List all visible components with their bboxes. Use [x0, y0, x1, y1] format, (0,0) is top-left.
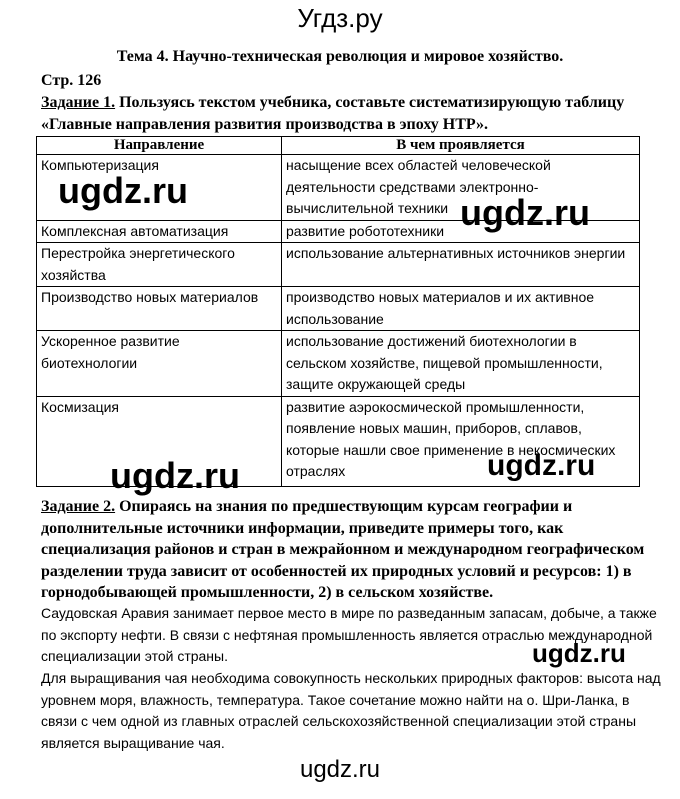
- column-header-direction: Направление: [37, 137, 282, 155]
- topic-title: Тема 4. Научно-техническая революция и мировое хозяйство.: [116, 48, 564, 65]
- cell-direction: Ускоренное развитие биотехнологии: [37, 331, 282, 397]
- watermark: ugdz.ru: [460, 192, 590, 233]
- footer-watermark: ugdz.ru: [299, 756, 381, 783]
- cell-manifestation: использование альтернативных источников энергии: [282, 243, 640, 287]
- answer-paragraph-1: Саудовская Аравия занимает первое место в мире по разведанным запасам, добыче, а также по экспорту нефти. В связи с нефтяная промышленность является отраслью международной специализации этой страны.: [41, 605, 657, 664]
- watermark: ugdz.ru: [532, 638, 626, 668]
- table-row: [37, 243, 640, 287]
- cell-direction: Комплексная автоматизация: [37, 220, 282, 243]
- watermark: ugdz.ru: [110, 455, 240, 496]
- task-2-label: Задание 2.: [41, 498, 116, 515]
- answer-paragraph-2: Для выращивания чая необходима совокупность нескольких природных факторов: высота над уровнем моря, влажность, температура. Такое сочетание можно найти на о. Шри-Ланка, в связи с чем одной из главных отраслей сельскохозяйственной специализации этой страны является выращивание чая.: [41, 670, 661, 751]
- column-header-manifestation: В чем проявляется: [282, 137, 640, 155]
- table-header-row: [37, 137, 640, 155]
- cell-manifestation: насыщение всех областей человеческой деятельности средствами электронно-вычислительной техники: [282, 155, 640, 221]
- task-2-text: Опираясь на знания по предшествующим курсам географии и дополнительные источники информации, приведите примеры того, как специализация районов и стран в межрайонном и международном географическом разделении труда зависит от особенностей их природных условий и ресурсов: 1) в горнодобывающей промышленности, 2) в сельском хозяйстве.: [41, 498, 645, 601]
- cell-direction: Космизация: [37, 396, 282, 486]
- task-1-text: Пользуясь текстом учебника, составьте систематизирующую таблицу «Главные направления развития производства в эпоху НТР».: [41, 94, 625, 133]
- site-header: Угдз.ру: [297, 3, 383, 33]
- cell-manifestation: использование достижений биотехнологии в сельском хозяйстве, пищевой промышленности, защите окружающей среды: [282, 331, 640, 397]
- cell-manifestation: развитие робототехники: [282, 220, 640, 243]
- cell-direction: Производство новых материалов: [37, 287, 282, 331]
- table-row: [37, 287, 640, 331]
- watermark: ugdz.ru: [58, 170, 188, 211]
- table-row: [37, 331, 640, 397]
- task-1-label: Задание 1.: [41, 94, 116, 111]
- watermark: ugdz.ru: [487, 449, 596, 482]
- task-1: [41, 92, 649, 135]
- task-2: [41, 496, 649, 604]
- cell-manifestation: производство новых материалов и их активное использование: [282, 287, 640, 331]
- cell-manifestation: развитие аэрокосмической промышленности, появление новых машин, приборов, сплавов, которые нашли свое применение в некосмических отраслях: [282, 396, 640, 486]
- page-reference: Стр. 126: [41, 72, 102, 89]
- cell-direction: Компьютеризация: [37, 155, 282, 221]
- cell-direction: Перестройка энергетического хозяйства: [37, 243, 282, 287]
